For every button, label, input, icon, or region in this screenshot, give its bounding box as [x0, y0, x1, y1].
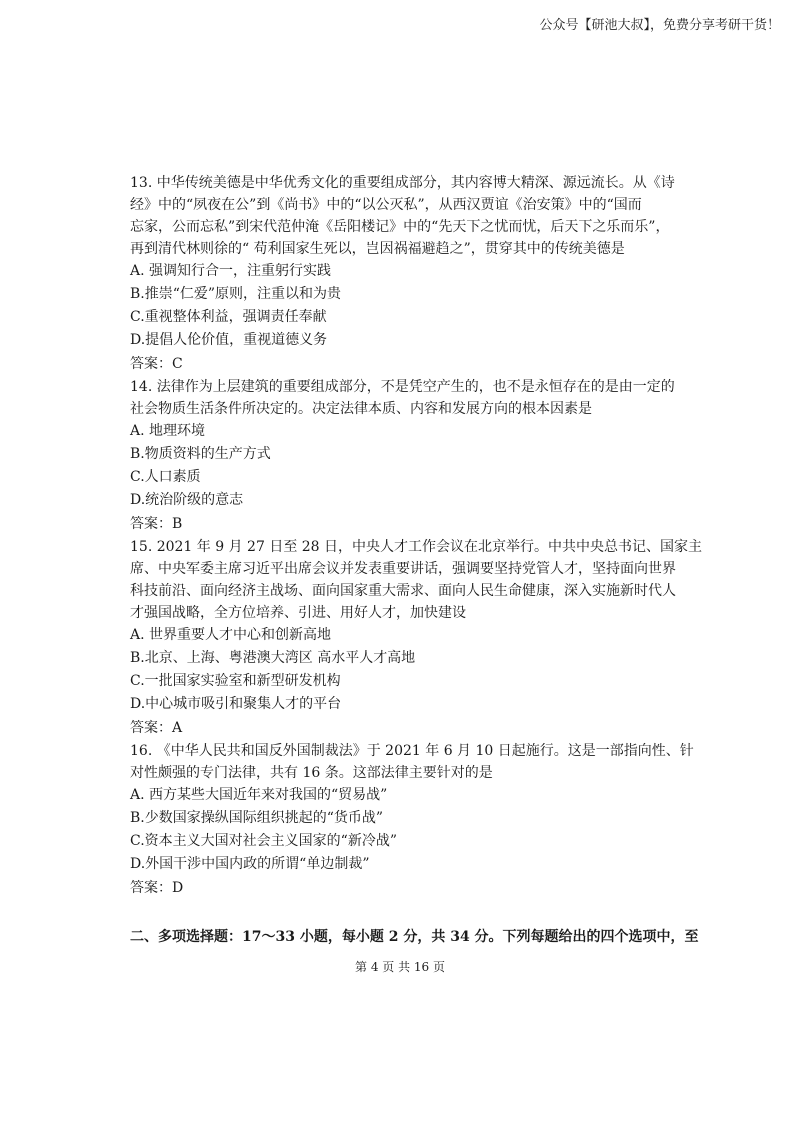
option-d: D.外国干涉中国内政的所谓“单边制裁”	[130, 856, 370, 872]
question-14	[130, 376, 678, 536]
question-text-line: 对性颇强的专门法律，共有 16 条。这部法律主要针对的是	[130, 765, 493, 781]
option-c: C.资本主义大国对社会主义国家的“新冷战”	[130, 833, 397, 849]
option-c: C.人口素质	[130, 469, 201, 485]
option-d: D.统治阶级的意志	[130, 492, 244, 508]
section-heading: 二、多项选择题：17～33 小题，每小题 2 分，共 34 分。下列每题给出的四个选项中，至	[130, 929, 699, 945]
option-b: B.少数国家操纵国际组织挑起的“货币战”	[130, 810, 384, 826]
option-c: C.重视整体利益，强调责任奉献	[130, 309, 327, 325]
question-text-line: 科技前沿、面向经济主战场、面向国家重大需求、面向人民生命健康，深入实施新时代人	[130, 583, 676, 599]
question-text-line: 16. 《中华人民共和国反外国制裁法》于 2021 年 6 月 10 日起施行。这是一部指向性、针	[130, 743, 694, 759]
question-15	[130, 536, 703, 740]
question-text-line: 15. 2021 年 9 月 27 日至 28 日，中央人才工作会议在北京举行。中共中央总书记、国家主	[130, 539, 703, 555]
option-a: A. 地理环境	[130, 423, 206, 439]
option-b: B.推崇“仁爱”原则，注重以和为贵	[130, 286, 342, 302]
option-a: A. 西方某些大国近年来对我国的“贸易战”	[130, 787, 388, 803]
question-16	[130, 740, 694, 900]
answer-line: 答案：C	[130, 356, 183, 372]
question-text-line: 忘家，公而忘私”到宋代范仲淹《岳阳楼记》中的“先天下之忧而忧，后天下之乐而乐”，	[130, 219, 670, 235]
answer-line: 答案：B	[130, 516, 183, 532]
option-a: A. 世界重要人才中心和创新高地	[130, 627, 332, 643]
question-text-line: 才强国战略，全方位培养、引进、用好人才，加快建设	[130, 605, 466, 621]
question-list	[130, 172, 703, 900]
answer-line: 答案：A	[130, 720, 183, 736]
question-text-line: 席、中央军委主席习近平出席会议并发表重要讲话，强调要坚持党管人才，坚持面向世界	[130, 561, 676, 577]
answer-line: 答案：D	[130, 880, 184, 896]
page-number: 第 4 页 共 16 页	[355, 960, 445, 974]
question-text-line: 再到清代林则徐的“ 苟利国家生死以，岂因祸福避趋之”，贯穿其中的传统美德是	[130, 241, 625, 257]
question-text-line: 14. 法律作为上层建筑的重要组成部分，不是凭空产生的，也不是永恒存在的是由一定的	[130, 379, 675, 395]
option-b: B.物质资料的生产方式	[130, 446, 271, 462]
question-text-line: 经》中的“夙夜在公”到《尚书》中的“以公灭私”，从西汉贾谊《治安策》中的“国而	[130, 197, 642, 213]
question-text-line: 13. 中华传统美德是中华优秀文化的重要组成部分，其内容博大精深、源远流长。从《诗	[130, 175, 675, 191]
option-c: C.一批国家实验室和新型研发机构	[130, 673, 341, 689]
option-b: B.北京、上海、粤港澳大湾区 高水平人才高地	[130, 650, 416, 666]
question-13	[130, 172, 678, 376]
option-d: D.提倡人伦价值，重视道德义务	[130, 332, 328, 348]
option-a: A. 强调知行合一，注重躬行实践	[130, 263, 332, 279]
watermark-text: 公众号【研池大叔】，免费分享考研干货！	[539, 18, 780, 33]
option-d: D.中心城市吸引和聚集人才的平台	[130, 696, 342, 712]
question-text-line: 社会物质生活条件所决定的。决定法律本质、内容和发展方向的根本因素是	[130, 401, 592, 417]
